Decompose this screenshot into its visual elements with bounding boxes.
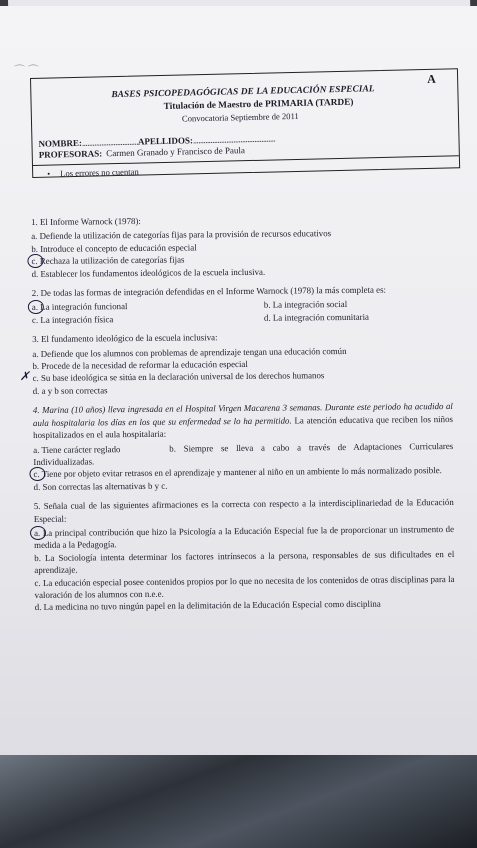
option-c: c. La educación especial posee contenidos propios por lo que no necesita de los contenidos de otras disciplinas para la valoración de los alumnos con n.e.e.	[34, 573, 455, 600]
nombre-field: ................................	[81, 136, 139, 148]
option-b: b. Procede de la necesidad de reformar la educación especial	[32, 358, 248, 372]
option-b: b. Siempre se lleva a cabo a través de Adaptaciones Curriculares Individualizadas.	[33, 440, 454, 467]
checkmark-icon: ✗	[19, 369, 30, 384]
option-a-text: a. La integración funcional	[31, 301, 128, 313]
question-stem: 3. El fundamento ideológico de la escuela inclusiva:	[32, 332, 218, 345]
option-a-selected	[34, 523, 454, 552]
answer-circle-mark	[30, 526, 46, 540]
option-d: d. a y b son correctas	[32, 385, 108, 396]
exam-sheet	[0, 6, 477, 774]
option-c-text: c. Rechaza la utilización de categorías fijas	[31, 254, 185, 267]
option-d: d. Son correctas las alternativas b y c.	[33, 480, 168, 492]
question-stem: 5. Señala cual de las siguientes afirmaciones es la correcta con respecto a la interdisciplinariedad de la Educación Especial:	[33, 497, 454, 524]
exam-header	[30, 68, 460, 178]
question-3	[19, 329, 453, 397]
option-a: a. Tiene carácter reglado	[33, 443, 121, 455]
option-c-text: c. Tiene por objeto evitar retrasos en el aprendizaje y mantener al niño en un ambiente lo más normalizado posible.	[33, 465, 442, 480]
question-prompt: La atención educativa que reciben los niños hospitalizados en el aula hospitalaria:	[33, 413, 453, 441]
questions-body	[19, 212, 455, 621]
staple-marks: ⌒ ⌒	[14, 65, 39, 77]
option-b: b. Introduce el concepto de educación especial	[31, 242, 197, 254]
exam-convocatoria: Convocatoria Septiembre de 2011	[181, 110, 299, 124]
apellidos-field: ...............................................	[192, 133, 276, 146]
exam-title: BASES PSICOPEDAGÓGICAS DE LA EDUCACIÓN ESPECIAL	[111, 84, 375, 101]
question-1	[31, 212, 452, 280]
option-d: d. La integración comunitaria	[263, 311, 370, 323]
note-text: Los errores no cuentan	[60, 166, 139, 179]
question-4	[33, 400, 454, 493]
profesoras-label: PROFESORAS:	[38, 148, 103, 160]
exam-version-letter: A	[426, 71, 436, 86]
exam-note	[47, 167, 139, 179]
question-scenario: 4. Marina (10 años) lleva ingresada en el Hospital Virgen Macarena 3 semanas. Durante este periodo ha acudido al aula hospitalaria los días en los que su enfermedad se lo ha permitido.	[32, 401, 453, 428]
desk-background	[0, 755, 477, 848]
question-stem: 1. El Informe Warnock (1978):	[31, 215, 141, 227]
profesoras-names: Carmen Granado y Francisco de Paula	[106, 145, 246, 159]
question-stem: 2. De todas las formas de integración defendidas en el Informe Warnock (1978) la más completa es:	[31, 284, 387, 299]
option-d: d. La medicina no tuvo ningún papel en la delimitación de la Educación Especial como disciplina	[34, 599, 381, 613]
option-a-text: a. La principal contribución que hizo la Psicología a la Educación Especial fue la de proporcionar un instrumento de medida a la Pedagogía.	[33, 523, 455, 551]
exam-subtitle: Titulación de Maestro de PRIMARIA (TARDE)	[163, 97, 354, 112]
bullet-icon: •	[47, 168, 51, 179]
option-d: d. Establecer los fundamentos ideológicos de la escuela inclusiva.	[31, 266, 266, 279]
option-b: b. La integración social	[263, 299, 348, 311]
option-a: a. Defiende que los alumnos con problemas de aprendizaje tengan una educación común	[32, 345, 347, 359]
option-c: c. La integración física	[31, 314, 114, 325]
option-a: a. Defiende la utilización de categorías fijas para la provisión de recursos educativos	[31, 228, 332, 242]
option-b: b. La Sociología intenta determinar los factores intrínsecos a la persona, responsables de sus dificultades en el aprendizaje.	[34, 548, 455, 576]
apellidos-label: APELLIDOS:	[137, 135, 194, 147]
answer-circle-mark	[27, 254, 43, 268]
option-c-text: c. Su base ideológica se sitúa en la declaración universal de los derechos humanos	[32, 370, 325, 384]
question-5	[34, 496, 455, 614]
question-2	[32, 283, 452, 326]
nombre-label: NOMBRE:	[38, 137, 83, 149]
answer-circle-mark	[28, 300, 44, 314]
question-stem	[33, 400, 453, 441]
option-a-selected	[32, 299, 264, 314]
